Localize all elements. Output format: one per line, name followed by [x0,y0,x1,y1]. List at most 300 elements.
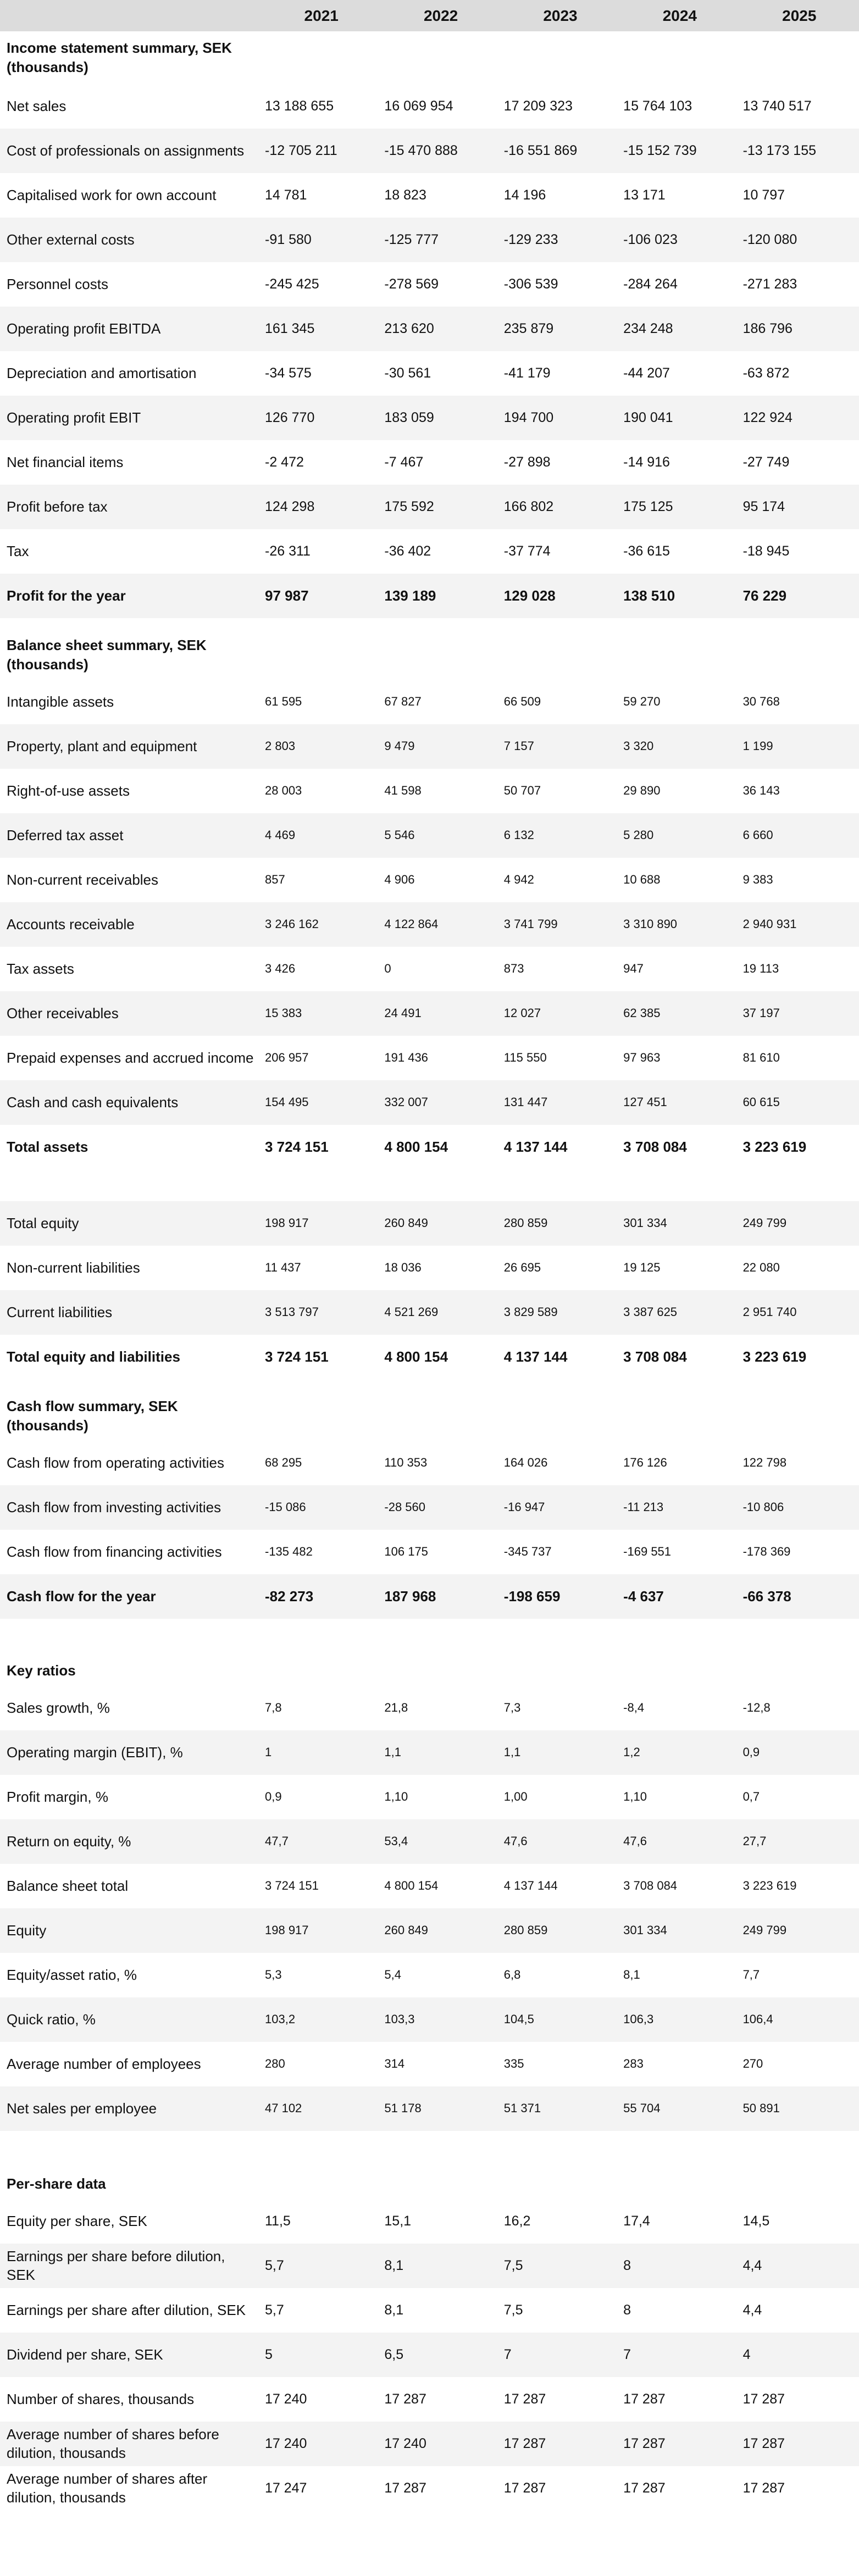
row-cash-flow-from-investing-activities [0,1485,859,1530]
value-cell-2024: 175 125 [620,485,739,529]
row-accounts-receivable [0,902,859,947]
value-cell-2024: 13 171 [623,187,666,203]
row-label: Tax assets [7,960,74,977]
value-cell-2025: -18 945 [742,543,790,559]
row-label: Right-of-use assets [7,782,130,799]
value-cell-2024: 3 708 084 [623,1348,687,1365]
value-cell-2021: -2 472 [265,454,304,470]
year-header-2024: 2024 [620,0,739,31]
value-cell-2021: -245 425 [265,276,319,292]
value-cell-2021: 0,9 [265,1790,282,1804]
value-cell-2024: -11 213 [620,1485,739,1530]
value-cell-2021: -91 580 [262,218,381,262]
row-quick-ratio [0,1997,859,2042]
row-label: Cash flow from operating activities [7,1454,224,1471]
value-cell-2025: -120 080 [740,218,859,262]
value-cell-2024: 1,2 [620,1730,739,1775]
value-cell-2021: -135 482 [265,1545,313,1559]
row-label: Cash flow from financing activities [7,1543,222,1560]
row-label: Net sales [7,97,66,114]
key-ratios-title: Key ratios [7,1662,76,1679]
value-cell-2021: 857 [265,873,285,887]
value-cell-2022: 15,1 [384,2213,412,2229]
value-cell-2023: -41 179 [503,365,551,381]
table-body [0,31,859,2511]
section-header-row [0,31,859,84]
row-operating-profit-ebit [0,396,859,440]
value-cell-2021: 124 298 [262,485,381,529]
value-cell-2024: 62 385 [620,991,739,1036]
value-cell-2022: 5,4 [384,1968,401,1982]
value-cell-2022: -36 402 [384,543,431,559]
value-cell-2025: 6 660 [740,813,859,858]
value-cell-2025: 4,4 [742,2302,762,2318]
value-cell-2021: 103,2 [262,1997,381,2042]
row-net-sales-per-employee [0,2086,859,2131]
row-average-number-of-shares-after-dilution-thousands [0,2466,859,2511]
row-operating-margin-ebit [0,1730,859,1775]
row-label: Personnel costs [7,275,108,292]
value-cell-2024: -4 637 [620,1574,739,1619]
row-total-equity [0,1201,859,1246]
table-header [0,0,859,31]
row-operating-profit-ebitda [0,307,859,351]
value-cell-2023: 7 [501,2333,620,2377]
row-label: Total assets [7,1138,88,1155]
value-cell-2023: 873 [503,962,524,976]
value-cell-2021: 126 770 [262,396,381,440]
value-cell-2023: 194 700 [501,396,620,440]
value-cell-2024: 301 334 [620,1908,739,1953]
value-cell-2021: 3 246 162 [262,902,381,947]
value-cell-2022: 191 436 [384,1051,428,1065]
value-cell-2024: 55 704 [620,2086,739,2131]
value-cell-2025: 30 768 [742,695,780,709]
row-label: Intangible assets [7,693,114,710]
value-cell-2023: 104,5 [501,1997,620,2042]
value-cell-2024: 47,6 [620,1819,739,1864]
value-cell-2022: 18 036 [384,1261,422,1275]
value-cell-2024: 15 764 103 [623,98,692,114]
row-label: Deferred tax asset [0,813,262,858]
value-cell-2021: 3 724 151 [265,1348,329,1365]
value-cell-2025: 2 940 931 [740,902,859,947]
row-cost-of-professionals-on-assignments [0,129,859,173]
value-cell-2022: 21,8 [384,1701,408,1715]
cash-flow-total-row [0,1574,859,1619]
value-cell-2023: 7,5 [503,2302,523,2318]
value-cell-2025: 17 287 [742,2480,785,2496]
value-cell-2025: 249 799 [740,1908,859,1953]
value-cell-2021: -12 705 211 [262,129,381,173]
value-cell-2024: 17 287 [623,2480,666,2496]
value-cell-2021: 198 917 [262,1201,381,1246]
value-cell-2023: 6,8 [503,1968,521,1982]
value-cell-2021: 154 495 [262,1080,381,1125]
value-cell-2022: 4 800 154 [384,1138,448,1155]
value-cell-2023: 3 829 589 [501,1290,620,1335]
value-cell-2024: -15 152 739 [620,129,739,173]
year-header-2022: 2022 [381,0,500,31]
row-average-number-of-shares-before-dilution-thousands [0,2422,859,2466]
row-label: Earnings per share before dilution, SEK [0,2244,262,2288]
row-personnel-costs [0,262,859,307]
value-cell-2023: 14 196 [503,187,546,203]
row-label: Depreciation and amortisation [7,364,197,381]
row-other-external-costs [0,218,859,262]
value-cell-2024: 106,3 [620,1997,739,2042]
value-cell-2025: 106,4 [740,1997,859,2042]
profit-for-year-row [0,574,859,618]
row-profit-margin [0,1775,859,1819]
value-cell-2022: 183 059 [381,396,500,440]
value-cell-2022: 67 827 [384,695,422,709]
value-cell-2022: 18 823 [384,187,426,203]
value-cell-2023: 7,3 [503,1701,521,1715]
row-tax [0,529,859,574]
year-header-2023: 2023 [501,0,620,31]
value-cell-2024: 3 310 890 [620,902,739,947]
row-depreciation-and-amortisation [0,351,859,396]
value-cell-2025: 13 740 517 [742,98,812,114]
row-equity [0,1908,859,1953]
row-label: Other receivables [0,991,262,1036]
value-cell-2024: 97 963 [623,1051,661,1065]
value-cell-2022: 187 968 [381,1574,500,1619]
value-cell-2021: 13 188 655 [265,98,334,114]
value-cell-2025: 14,5 [742,2213,770,2229]
value-cell-2022: 4 906 [384,873,415,887]
value-cell-2022: 4 521 269 [381,1290,500,1335]
row-label: Equity [0,1908,262,1953]
row-profit-before-tax [0,485,859,529]
value-cell-2022: 4 122 864 [381,902,500,947]
value-cell-2025: 36 143 [742,784,780,798]
value-cell-2021: 206 957 [265,1051,309,1065]
total-assets-row [0,1125,859,1169]
row-label: Profit margin, % [7,1788,108,1805]
value-cell-2023: 51 371 [501,2086,620,2131]
value-cell-2024: 8 [620,2244,739,2288]
row-earnings-per-share-before-dilution-sek [0,2244,859,2288]
row-deferred-tax-asset [0,813,859,858]
row-non-current-receivables [0,858,859,902]
value-cell-2025: 122 924 [740,396,859,440]
row-label: Operating profit EBITDA [0,307,262,351]
value-cell-2024: 127 451 [620,1080,739,1125]
value-cell-2022: 5 546 [381,813,500,858]
value-cell-2023: 66 509 [503,695,541,709]
value-cell-2022: 260 849 [381,1908,500,1953]
value-cell-2023: 3 741 799 [501,902,620,947]
row-property-plant-and-equipment [0,724,859,769]
value-cell-2023: 26 695 [503,1261,541,1275]
row-label: Property, plant and equipment [0,724,262,769]
value-cell-2025: 122 798 [742,1456,787,1470]
value-cell-2025: 4,4 [740,2244,859,2288]
value-cell-2024: -106 023 [620,218,739,262]
value-cell-2025: -66 378 [740,1574,859,1619]
value-cell-2023: 16,2 [503,2213,531,2229]
value-cell-2025: 0,9 [740,1730,859,1775]
section-filler [262,2131,859,2199]
section-header-row [0,1379,859,1441]
value-cell-2023: -16 551 869 [501,129,620,173]
value-cell-2021: 68 295 [265,1456,302,1470]
value-cell-2025: -13 173 155 [740,129,859,173]
header-blank-cell [0,0,262,31]
value-cell-2021: 4 469 [262,813,381,858]
value-cell-2021: 161 345 [262,307,381,351]
value-cell-2022: 260 849 [381,1201,500,1246]
value-cell-2022: 51 178 [381,2086,500,2131]
value-cell-2025: 22 080 [742,1261,780,1275]
value-cell-2021: 198 917 [262,1908,381,1953]
value-cell-2025: -12,8 [742,1701,771,1715]
value-cell-2022: 4 800 154 [384,1348,448,1365]
row-non-current-liabilities [0,1246,859,1290]
value-cell-2025: 27,7 [740,1819,859,1864]
row-label: Net sales per employee [0,2086,262,2131]
value-cell-2023: -306 539 [503,276,558,292]
value-cell-2021: -15 086 [262,1485,381,1530]
value-cell-2025: 3 223 619 [742,1138,807,1155]
row-cash-flow-from-financing-activities [0,1530,859,1574]
value-cell-2021: 7,8 [265,1701,282,1715]
row-label: Cash and cash equivalents [0,1080,262,1125]
row-label: Accounts receivable [0,902,262,947]
value-cell-2024: 190 041 [620,396,739,440]
value-cell-2024: 10 688 [623,873,661,887]
value-cell-2025: 50 891 [740,2086,859,2131]
value-cell-2021: 17 247 [265,2480,307,2496]
value-cell-2024: -44 207 [623,365,670,381]
value-cell-2023: 131 447 [501,1080,620,1125]
row-label: Non-current receivables [7,871,159,888]
value-cell-2022: -7 467 [384,454,424,470]
value-cell-2022: 53,4 [381,1819,500,1864]
row-earnings-per-share-after-dilution-sek [0,2288,859,2333]
value-cell-2024: -284 264 [623,276,678,292]
row-number-of-shares-thousands [0,2377,859,2422]
cash-flow-title: Cash flow summary, SEK (thousands) [7,1397,178,1434]
value-cell-2021: 11 437 [265,1261,301,1275]
header-row [0,0,859,31]
value-cell-2023: 129 028 [501,574,620,618]
row-label: Earnings per share after dilution, SEK [7,2301,246,2318]
value-cell-2023: 280 859 [501,1201,620,1246]
value-cell-2021: 15 383 [262,991,381,1036]
value-cell-2025: 60 615 [740,1080,859,1125]
value-cell-2025: -10 806 [740,1485,859,1530]
value-cell-2021: 3 426 [265,962,296,976]
value-cell-2022: 8,1 [381,2244,500,2288]
row-intangible-assets [0,680,859,724]
value-cell-2023: 7,5 [501,2244,620,2288]
balance-sheet-title: Balance sheet summary, SEK (thousands) [7,636,207,673]
value-cell-2022: -15 470 888 [381,129,500,173]
value-cell-2025: 76 229 [740,574,859,618]
value-cell-2023: -16 947 [501,1485,620,1530]
value-cell-2025: 19 113 [742,962,779,976]
section-filler [262,1379,859,1441]
value-cell-2022: 1,1 [381,1730,500,1775]
value-cell-2025: 95 174 [740,485,859,529]
value-cell-2024: 7 [620,2333,739,2377]
value-cell-2024: 19 125 [623,1261,661,1275]
value-cell-2021: -34 575 [265,365,312,381]
row-prepaid-expenses-and-accrued-income [0,1036,859,1080]
value-cell-2021: 3 513 797 [262,1290,381,1335]
row-label: Prepaid expenses and accrued income [7,1049,254,1066]
row-equity-per-share-sek [0,2199,859,2244]
value-cell-2022: 17 240 [381,2422,500,2466]
value-cell-2023: 1,00 [503,1790,528,1804]
value-cell-2023: 4 137 144 [503,1348,568,1365]
value-cell-2022: -28 560 [381,1485,500,1530]
value-cell-2021: -82 273 [262,1574,381,1619]
value-cell-2023: 280 859 [501,1908,620,1953]
value-cell-2022: -30 561 [384,365,431,381]
row-label: Cost of professionals on assignments [0,129,262,173]
value-cell-2021: 5,7 [262,2244,381,2288]
income-statement-title: Income statement summary, SEK (thousands) [7,39,232,75]
row-net-sales [0,84,859,129]
row-net-financial-items [0,440,859,485]
value-cell-2023: 7 157 [501,724,620,769]
value-cell-2024: 176 126 [623,1456,667,1470]
value-cell-2022: 24 491 [381,991,500,1036]
total-equity-liabilities-row [0,1335,859,1379]
year-header-2021: 2021 [262,0,381,31]
row-right-of-use-assets [0,769,859,813]
value-cell-2025: 3 223 619 [742,1879,797,1893]
year-header-2025: 2025 [740,0,859,31]
row-other-receivables [0,991,859,1036]
row-label: Tax [7,542,29,559]
value-cell-2021: -26 311 [265,543,311,559]
value-cell-2024: 138 510 [620,574,739,618]
value-cell-2022: 175 592 [381,485,500,529]
value-cell-2024: 29 890 [623,784,661,798]
value-cell-2022: 332 007 [381,1080,500,1125]
per-share-title: Per-share data [7,2175,106,2192]
value-cell-2022: 314 [384,2057,405,2071]
row-label: Profit for the year [0,574,262,618]
value-cell-2022: 106 175 [384,1545,428,1559]
value-cell-2021: 61 595 [265,695,302,709]
value-cell-2023: 335 [503,2057,524,2071]
value-cell-2024: 3 387 625 [620,1290,739,1335]
value-cell-2021: 5,7 [265,2302,284,2318]
value-cell-2021: 47,7 [262,1819,381,1864]
value-cell-2023: -129 233 [501,218,620,262]
value-cell-2021: 1 [262,1730,381,1775]
row-label: Return on equity, % [0,1819,262,1864]
value-cell-2021: 47 102 [262,2086,381,2131]
row-cash-flow-from-operating-activities [0,1441,859,1485]
row-label: Average number of shares after dilution, thousands [7,2470,208,2506]
value-cell-2025: 37 197 [740,991,859,1036]
value-cell-2022: 4 800 154 [384,1879,439,1893]
value-cell-2025: -271 283 [742,276,797,292]
value-cell-2024: -14 916 [623,454,670,470]
row-label: Average number of shares before dilution, thousands [0,2422,262,2466]
value-cell-2022: 139 189 [381,574,500,618]
row-average-number-of-employees [0,2042,859,2086]
value-cell-2022: 103,3 [381,1997,500,2042]
value-cell-2025: 0,7 [742,1790,760,1804]
value-cell-2023: 12 027 [501,991,620,1036]
value-cell-2025: 2 951 740 [740,1290,859,1335]
value-cell-2023: 115 550 [503,1051,547,1065]
value-cell-2024: 947 [623,962,644,976]
value-cell-2023: 17 287 [501,2422,620,2466]
value-cell-2024: -36 615 [623,543,670,559]
section-filler [262,618,859,680]
row-label: Cash flow from investing activities [0,1485,262,1530]
value-cell-2022: 9 479 [381,724,500,769]
row-tax-assets [0,947,859,991]
value-cell-2024: 5 280 [620,813,739,858]
row-label: Dividend per share, SEK [0,2333,262,2377]
value-cell-2024: 17 287 [623,2391,666,2407]
value-cell-2023: 4 942 [503,873,534,887]
value-cell-2025: 270 [742,2057,763,2071]
section-header-row [0,1619,859,1686]
value-cell-2022: 6,5 [381,2333,500,2377]
value-cell-2022: 110 353 [384,1456,428,1470]
value-cell-2022: 1,10 [384,1790,408,1804]
row-label: Equity/asset ratio, % [7,1966,137,1983]
value-cell-2025: 17 287 [740,2422,859,2466]
value-cell-2022: 8,1 [384,2302,404,2318]
row-label: Other external costs [0,218,262,262]
row-label: Net financial items [7,453,124,470]
value-cell-2021: 5 [262,2333,381,2377]
value-cell-2021: 3 724 151 [265,1138,329,1155]
value-cell-2023: 1,1 [501,1730,620,1775]
row-label: Operating margin (EBIT), % [0,1730,262,1775]
value-cell-2024: 1,10 [623,1790,647,1804]
row-capitalised-work-for-own-account [0,173,859,218]
value-cell-2022: 41 598 [384,784,422,798]
row-label: Current liabilities [0,1290,262,1335]
value-cell-2025: -63 872 [742,365,790,381]
value-cell-2025: 9 383 [742,873,773,887]
value-cell-2021: 28 003 [265,784,302,798]
row-label: Profit before tax [0,485,262,529]
value-cell-2024: 59 270 [623,695,661,709]
value-cell-2023: 6 132 [501,813,620,858]
value-cell-2025: 17 287 [742,2391,785,2407]
value-cell-2024: 234 248 [620,307,739,351]
value-cell-2024: 3 708 084 [623,1879,678,1893]
value-cell-2023: 4 137 144 [503,1879,558,1893]
row-label: Quick ratio, % [0,1997,262,2042]
value-cell-2023: 235 879 [501,307,620,351]
row-sales-growth [0,1686,859,1730]
row-label: Total equity [0,1201,262,1246]
value-cell-2024: -169 551 [623,1545,672,1559]
section-header-row [0,618,859,680]
value-cell-2025: 10 797 [742,187,785,203]
value-cell-2021: 2 803 [262,724,381,769]
value-cell-2024: 8 [623,2302,631,2318]
section-header-row [0,2131,859,2199]
value-cell-2025: -27 749 [742,454,790,470]
value-cell-2024: 283 [623,2057,644,2071]
